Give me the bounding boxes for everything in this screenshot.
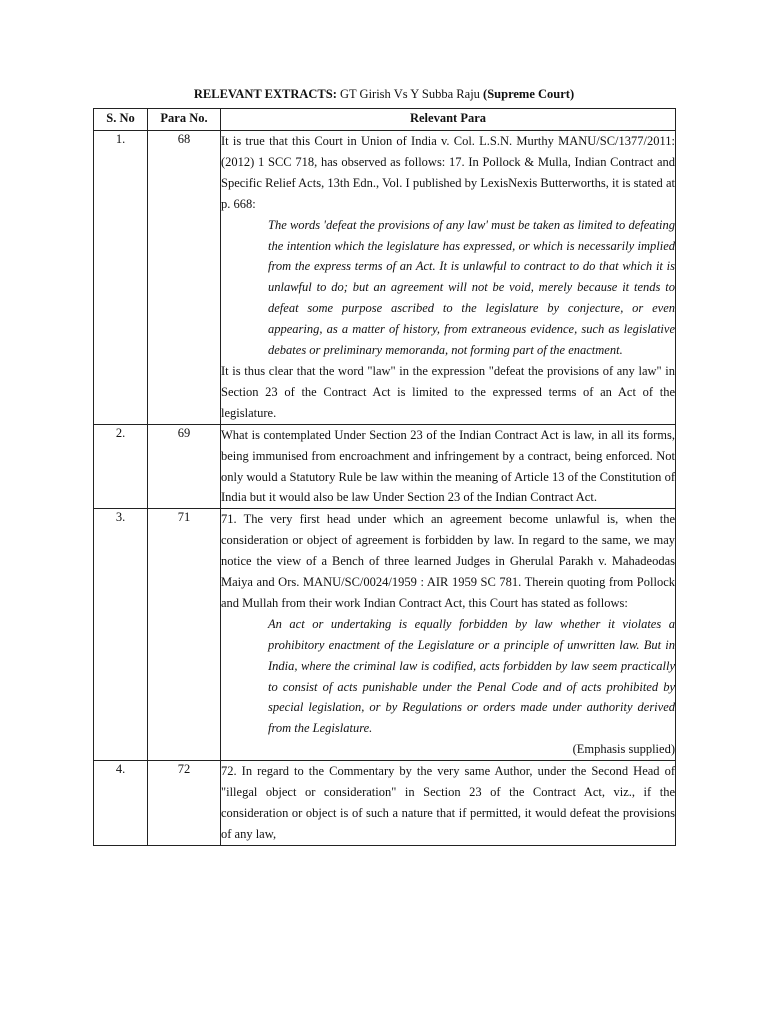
document-title bbox=[94, 86, 674, 102]
row-relevant-para bbox=[221, 761, 676, 846]
table-row bbox=[94, 509, 676, 761]
table-row bbox=[94, 131, 676, 425]
title-prefix: RELEVANT EXTRACTS: bbox=[193, 87, 337, 101]
row-sno: 2. bbox=[94, 424, 148, 509]
quoted-extract: The words 'defeat the provisions of any law' must be taken as limited to defeating the intention which the legislature has expressed, or which is necessarily implied from the express terms of an Act. It is unlawful to contract to do that which it is unlawful to do; but an agreement will not be void, merely because it tends to defeat some purpose ascribed to the legislature by conjecture, or even appearing, as a matter of history, from extraneous evidence, such as legislative debates or preliminary memoranda, not forming part of the enactment. bbox=[268, 217, 675, 358]
row-para-no: 72 bbox=[148, 761, 221, 846]
row-sno: 4. bbox=[94, 761, 148, 846]
title-case: GT Girish Vs Y Subba Raju bbox=[336, 87, 484, 101]
table-header-row bbox=[94, 109, 676, 131]
para-text: 71. The very first head under which an agreement become unlawful is, when the consideration or object of agreement is forbidden by law. In regard to the same, we may notice the view of a Bench of three learned Judges in Gherulal Parakh v. Mahadeodas Maiya and Ors. MANU/SC/0024/1959 : AIR 1959 SC 781. Therein quoting from Pollock and Mullah from their work Indian Contract Act, this Court has stated as follows: bbox=[221, 512, 675, 610]
header-relevant-para: Relevant Para bbox=[221, 109, 676, 131]
emphasis-note: (Emphasis supplied) bbox=[572, 742, 675, 757]
para-text: It is true that this Court in Union of India v. Col. L.S.N. Murthy MANU/SC/1377/2011: (2012) 1 SCC 718, has observed as follows: 17. In Pollock & Mulla, Indian Contract and Specific Relief Acts, 13th Edn., Vol. I published by LexisNexis Butterworths, it is stated at p. 668: bbox=[221, 134, 675, 211]
row-para-no: 71 bbox=[148, 509, 221, 761]
header-sno: S. No bbox=[94, 109, 148, 131]
row-para-no: 68 bbox=[148, 131, 221, 425]
quoted-extract: An act or undertaking is equally forbidden by law whether it violates a prohibitory enactment of the Legislature or a principle of unwritten law. But in India, where the criminal law is codified, acts forbidden by law seem practically to consist of acts punishable under the Penal Code and of acts prohibited by special legislation, or by Regulations or orders made under authority derived from the Legislature. bbox=[268, 616, 675, 736]
para-text: It is thus clear that the word "law" in the expression "defeat the provisions of any law" in Section 23 of the Contract Act is limited to the expressed terms of an Act of the legislature. bbox=[221, 363, 675, 420]
row-para-no: 69 bbox=[148, 424, 221, 509]
row-sno: 1. bbox=[94, 131, 148, 425]
para-text: 72. In regard to the Commentary by the very same Author, under the Second Head of "illegal object or consideration" in Section 23 of the Contract Act, viz., if the consideration or object is of such a nature that if permitted, it would defeat the provisions of any law, bbox=[221, 764, 675, 841]
para-text: What is contemplated Under Section 23 of the Indian Contract Act is law, in all its forms, being immunised from encroachment and infringement by a contract, being enforced. Not only would a Statutory Rule be law within the meaning of Article 13 of the Constitution of India but it would also be law Under Section 23 of the Indian Contract Act. bbox=[221, 427, 675, 505]
table-row bbox=[94, 424, 676, 509]
row-sno: 3. bbox=[94, 509, 148, 761]
table-row bbox=[94, 761, 676, 846]
row-relevant-para bbox=[221, 424, 676, 509]
header-para-no: Para No. bbox=[148, 109, 221, 131]
row-relevant-para bbox=[221, 131, 676, 425]
title-court: (Supreme Court) bbox=[483, 87, 575, 101]
row-relevant-para bbox=[221, 509, 676, 761]
extracts-table bbox=[93, 108, 676, 846]
